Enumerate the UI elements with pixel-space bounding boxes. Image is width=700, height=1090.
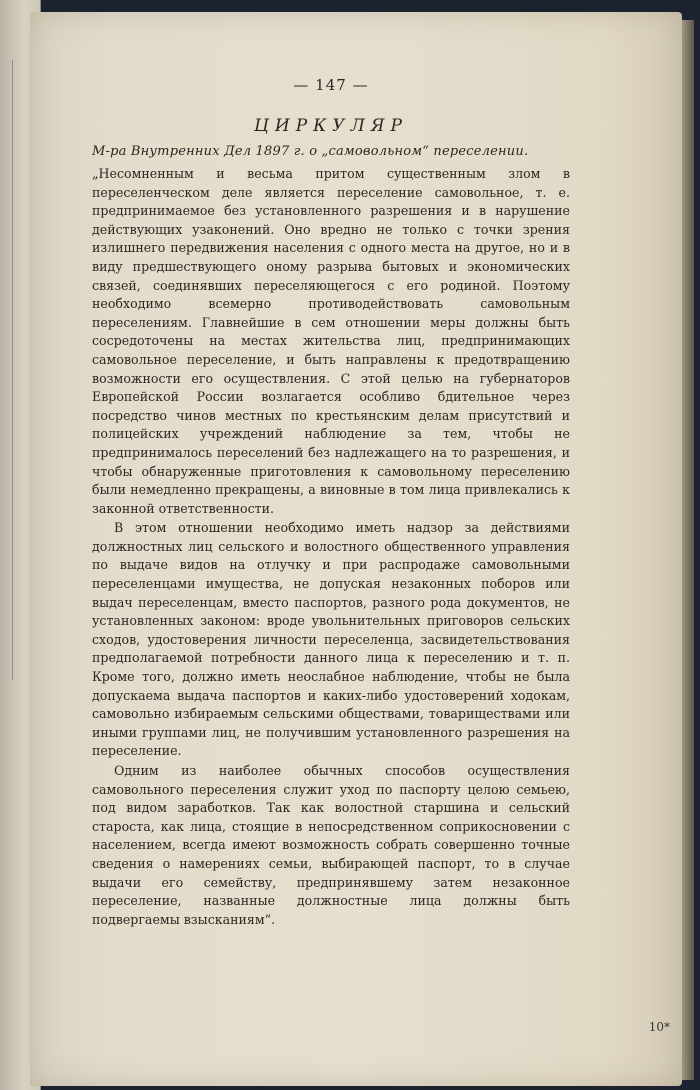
paragraph-1: „Несомненным и весьма притом существенным злом в переселенческом деле является переселение самовольное, т. е. предпринимаемое без установленного разрешения и в нарушение действующих узаконений. Оно вредно не только с точки зрения излишнего передвижения населения с одного места на другое, но и в виду предшествующего оному разрыва бытовых и экономических связей, соединявших переселяющегося с его родиной. Поэтому необходимо всемерно противодействовать самовольным переселениям. Главнейшие в сем отношении меры должны быть сосредоточены на местах жительства лиц, предпринимающих самовольное переселение, и быть направлены к предотвращению возможности его осуществления. С этой целью на губернаторов Европейской России возлагается особливо бдительное через посредство чинов местных по крестьянским делам присутствий и полицейских учреждений наблюдение за тем, чтобы не предпринималось переселений без надлежащего на то разрешения, и чтобы обнаруженные приготовления к самовольному переселению были немедленно прекращены, а виновные в том лица привлекались к законной ответственности.	[92, 166, 570, 516]
paragraph-3: Одним из наиболее обычных способов осуществления самовольного переселения служит уход по паспорту целою семьею, под видом заработков. Так как волостной старшина и сельский староста, как лица, стоящие в непосредственном соприкосновении с населением, всегда имеют возможность собрать совершенно точные сведения о намерениях семьи, выбирающей паспорт, то в случае выдачи его семейству, предпринявшему затем незаконное переселение, названные должностные лица должны быть подвергаемы взысканиям“.	[92, 763, 570, 927]
page-stack-edge	[682, 20, 694, 1080]
page-number: — 147 —	[293, 76, 369, 94]
facing-page-line	[12, 60, 13, 680]
page-content	[92, 76, 570, 929]
signature-mark: 10*	[648, 1020, 670, 1034]
paragraph-2: В этом отношении необходимо иметь надзор за действиями должностных лиц сельского и волостного общественного управления по выдаче видов на отлучку и при распродаже самовольными переселенцами имущества, не допуская незаконных поборов или выдач переселенцам, вместо паспортов, разного рода документов, не установленных законом: вроде увольнительных приговоров сельских сходов, удостоверения личности переселенца, засвидетельствования предполагаемой потребности данного лица к переселению и т. п. Кроме того, должно иметь неослабное наблюдение, чтобы не была допускаема выдача паспортов и каких-либо удостоверений ходокам, самовольно избираемым сельскими обществами, товариществами или иными группами лиц, не получившим установленного разрешения на переселение.	[92, 520, 570, 759]
document-subtitle: М-ра Внутренних Дел 1897 г. о „самовольном“ переселении.	[92, 144, 529, 159]
document-title: ЦИРКУЛЯР	[254, 116, 408, 136]
